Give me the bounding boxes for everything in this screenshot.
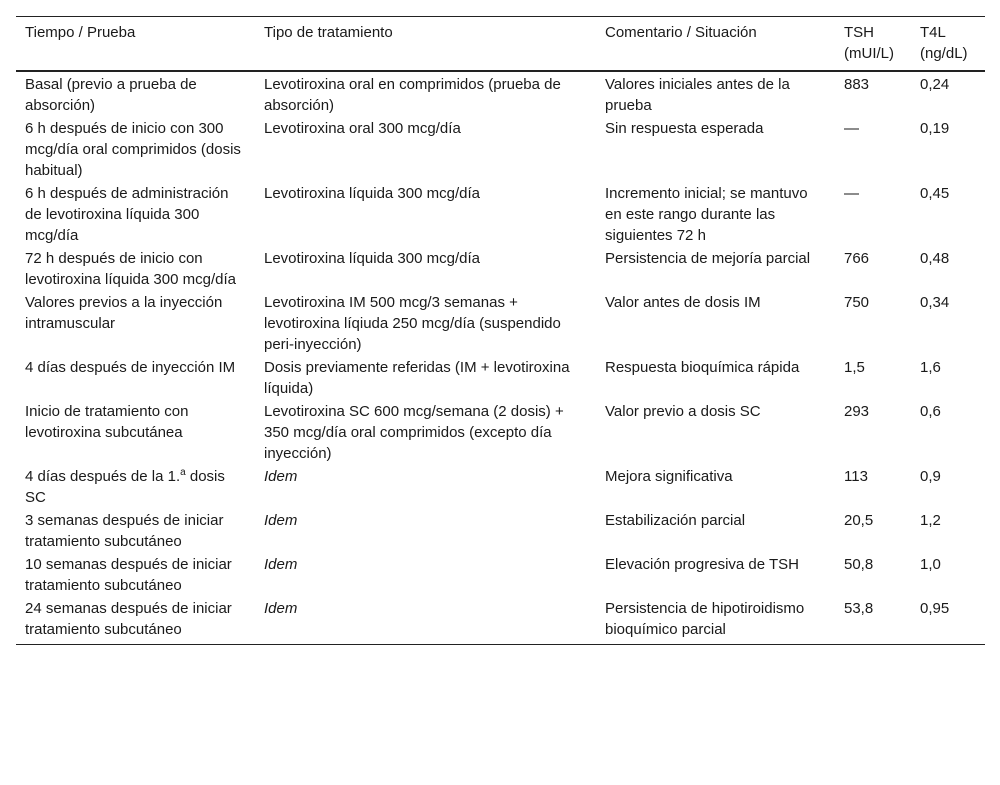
cell-tsh: 293	[844, 403, 870, 420]
cell-tsh: 50,8	[844, 556, 874, 573]
header-tsh: TSH (mUI/L)	[844, 24, 894, 62]
cell-time	[16, 465, 255, 509]
cell-treatment: Levotiroxina oral 300 mcg/día	[264, 120, 461, 137]
cell-time-rest: dosis SC	[25, 468, 225, 506]
cell-time: Inicio de tratamiento con levotiroxina subcutánea	[25, 403, 189, 441]
ordinal-superscript: a	[180, 467, 186, 478]
table-body	[16, 71, 985, 645]
cell-treatment: Idem	[264, 600, 298, 617]
table-row	[16, 182, 985, 247]
cell-tsh: —	[844, 120, 859, 137]
cell-tsh: 766	[844, 250, 870, 267]
cell-t4l: 0,19	[920, 120, 950, 137]
cell-treatment: Dosis previamente referidas (IM + levotiroxina líquida)	[264, 359, 570, 397]
table-row	[16, 509, 985, 553]
cell-t4l: 1,2	[920, 512, 941, 529]
table-row	[16, 71, 985, 117]
table-row	[16, 356, 985, 400]
cell-comment: Valor previo a dosis SC	[605, 403, 761, 420]
cell-t4l: 0,9	[920, 468, 941, 485]
cell-time: Basal (previo a prueba de absorción)	[25, 76, 197, 114]
cell-t4l: 1,0	[920, 556, 941, 573]
cell-time: Valores previos a la inyección intramuscular	[25, 294, 223, 332]
cell-comment: Mejora significativa	[605, 468, 733, 485]
cell-treatment: Idem	[264, 512, 298, 529]
treatment-response-table	[16, 16, 985, 645]
header-t4l: T4L (ng/dL)	[920, 24, 968, 62]
cell-t4l: 1,6	[920, 359, 941, 376]
cell-treatment: Levotiroxina IM 500 mcg/3 semanas + levotiroxina líqiuda 250 mcg/día (suspendido peri-inyección)	[264, 294, 561, 353]
cell-tsh: —	[844, 185, 859, 202]
cell-comment: Estabilización parcial	[605, 512, 746, 529]
cell-treatment: Levotiroxina SC 600 mcg/semana (2 dosis) + 350 mcg/día oral comprimidos (excepto día inyección)	[264, 403, 564, 462]
cell-comment: Incremento inicial; se mantuvo en este rango durante las siguientes 72 h	[605, 185, 808, 244]
header-row	[16, 17, 985, 72]
cell-tsh: 750	[844, 294, 870, 311]
cell-tsh: 113	[844, 468, 868, 485]
table-row	[16, 291, 985, 356]
cell-t4l: 0,48	[920, 250, 950, 267]
table-row	[16, 553, 985, 597]
table-header	[16, 17, 985, 72]
cell-comment: Elevación progresiva de TSH	[605, 556, 799, 573]
cell-time: 4 días después de inyección IM	[25, 359, 236, 376]
cell-time: 6 h después de inicio con 300 mcg/día oral comprimidos (dosis habitual)	[25, 120, 241, 179]
cell-comment: Sin respuesta esperada	[605, 120, 764, 137]
cell-treatment: Levotiroxina oral en comprimidos (prueba de absorción)	[264, 76, 561, 114]
table-row	[16, 400, 985, 465]
header-comment: Comentario / Situación	[605, 24, 757, 41]
cell-comment: Respuesta bioquímica rápida	[605, 359, 800, 376]
table-row	[16, 597, 985, 645]
table-row	[16, 247, 985, 291]
cell-t4l: 0,95	[920, 600, 950, 617]
cell-time: 6 h después de administración de levotiroxina líquida 300 mcg/día	[25, 185, 229, 244]
cell-tsh: 1,5	[844, 359, 865, 376]
table-row	[16, 465, 985, 509]
cell-treatment: Idem	[264, 556, 298, 573]
cell-t4l: 0,34	[920, 294, 950, 311]
cell-t4l: 0,6	[920, 403, 941, 420]
cell-time: 24 semanas después de iniciar tratamiento subcutáneo	[25, 600, 232, 638]
cell-comment: Valor antes de dosis IM	[605, 294, 761, 311]
cell-treatment: Levotiroxina líquida 300 mcg/día	[264, 185, 480, 202]
table-row	[16, 117, 985, 182]
cell-time-main: 4 días después de la 1.	[25, 468, 181, 485]
cell-treatment: Levotiroxina líquida 300 mcg/día	[264, 250, 480, 267]
header-time: Tiempo / Prueba	[25, 24, 136, 41]
cell-tsh: 20,5	[844, 512, 874, 529]
cell-time: 3 semanas después de iniciar tratamiento subcutáneo	[25, 512, 224, 550]
cell-comment: Valores iniciales antes de la prueba	[605, 76, 790, 114]
cell-comment: Persistencia de hipotiroidismo bioquímico parcial	[605, 600, 805, 638]
cell-comment: Persistencia de mejoría parcial	[605, 250, 811, 267]
treatment-table-container	[16, 16, 985, 645]
cell-t4l: 0,24	[920, 76, 950, 93]
header-treatment: Tipo de tratamiento	[264, 24, 393, 41]
cell-tsh: 53,8	[844, 600, 874, 617]
cell-treatment: Idem	[264, 468, 298, 485]
cell-t4l: 0,45	[920, 185, 950, 202]
cell-tsh: 883	[844, 76, 870, 93]
cell-time: 72 h después de inicio con levotiroxina líquida 300 mcg/día	[25, 250, 236, 288]
cell-time: 10 semanas después de iniciar tratamiento subcutáneo	[25, 556, 232, 594]
